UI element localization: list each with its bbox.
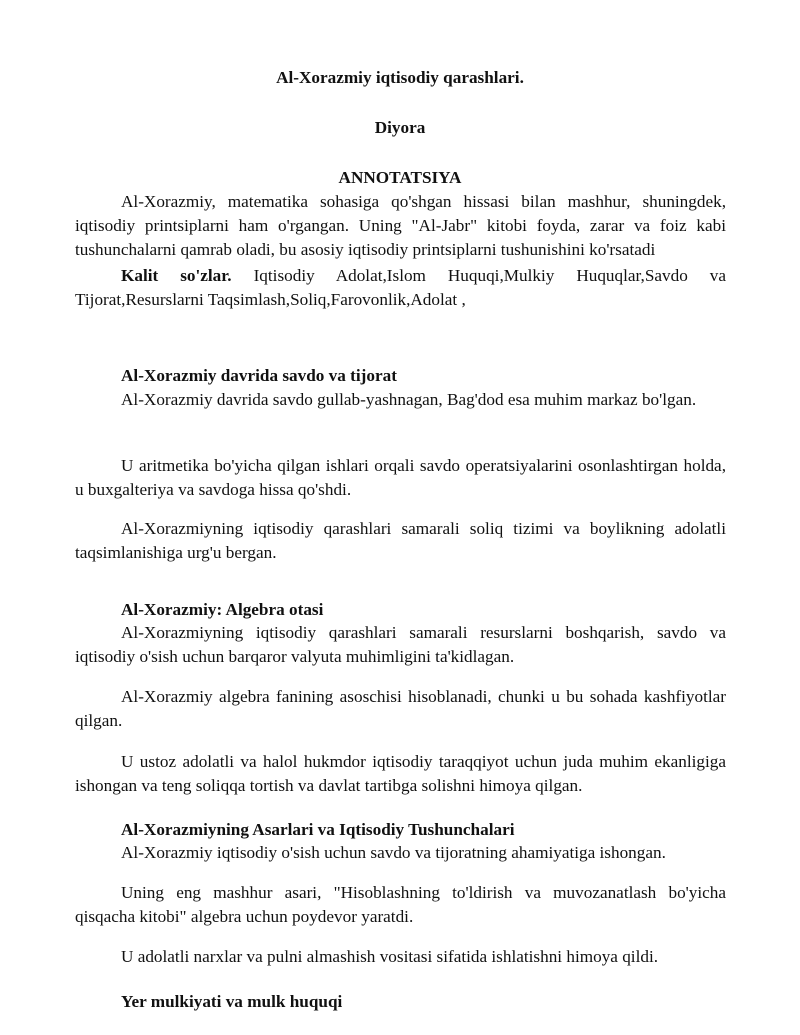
section-paragraph: Al-Xorazmiy algebra fanining asoschisi hisoblanadi, chunki u bu sohada kashfiyotlar qilgan. xyxy=(75,687,726,730)
keywords-label: Kalit so'zlar. xyxy=(121,266,232,285)
section-paragraph: U ustoz adolatli va halol hukmdor iqtisodiy taraqqiyot uchun juda muhim ekanligiga ishongan va teng soliqqa tortish va davlat tartibga solishni himoya qilgan. xyxy=(75,752,726,795)
document-title: Al-Xorazmiy iqtisodiy qarashlari. xyxy=(276,68,524,87)
annotation-heading: ANNOTATSIYA xyxy=(338,168,462,187)
author-name: Diyora xyxy=(374,118,426,137)
section-paragraph: U aritmetika bo'yicha qilgan ishlari orqali savdo operatsiyalarini osonlashtirgan holda, u buxgalteriya va savdoga hissa qo'shdi. xyxy=(75,456,726,499)
section-heading: Yer mulkiyati va mulk huquqi xyxy=(121,992,343,1011)
section-paragraph: Al-Xorazmiyning iqtisodiy qarashlari samarali soliq tizimi va boylikning adolatli taqsimlanishiga urg'u bergan. xyxy=(75,519,726,562)
keywords-text: Iqtisodiy Adolat,Islom Huquqi,Mulkiy Huquqlar,Savdo va Tijorat,Resurslarni Taqsimlash,Soliq,Farovonlik,Adolat , xyxy=(75,266,727,309)
section-heading: Al-Xorazmiyning Asarlari va Iqtisodiy Tushunchalari xyxy=(121,820,515,839)
section-paragraph: Uning eng mashhur asari, "Hisoblashning to'ldirish va muvozanatlash bo'yicha qisqacha kitobi" algebra uchun poydevor yaratdi. xyxy=(75,883,726,926)
section-paragraph: U adolatli narxlar va pulni almashish vositasi sifatida ishlatishni himoya qildi. xyxy=(121,947,659,966)
section-paragraph: Al-Xorazmiyning iqtisodiy qarashlari samarali resurslarni boshqarish, savdo va iqtisodiy o'sish uchun barqaror valyuta muhimligini ta'kidlagan. xyxy=(75,623,726,666)
annotation-text: Al-Xorazmiy, matematika sohasiga qo'shgan hissasi bilan mashhur, shuningdek, iqtisodiy printsiplarni ham o'rgangan. Uning "Al-Jabr" kitobi foyda, zarar va foiz kabi tushunchalarni qamrab oladi, bu asosiy iqtisodiy printsiplarni tushunishini ko'rsatadi xyxy=(75,192,726,259)
keywords-paragraph xyxy=(75,264,726,312)
section-paragraph: Al-Xorazmiy iqtisodiy o'sish uchun savdo va tijoratning ahamiyatiga ishongan. xyxy=(121,843,666,862)
section-paragraph: Al-Xorazmiy davrida savdo gullab-yashnagan, Bag'dod esa muhim markaz bo'lgan. xyxy=(121,390,697,409)
section-heading: Al-Xorazmiy: Algebra otasi xyxy=(121,600,324,619)
section-heading: Al-Xorazmiy davrida savdo va tijorat xyxy=(121,366,397,385)
